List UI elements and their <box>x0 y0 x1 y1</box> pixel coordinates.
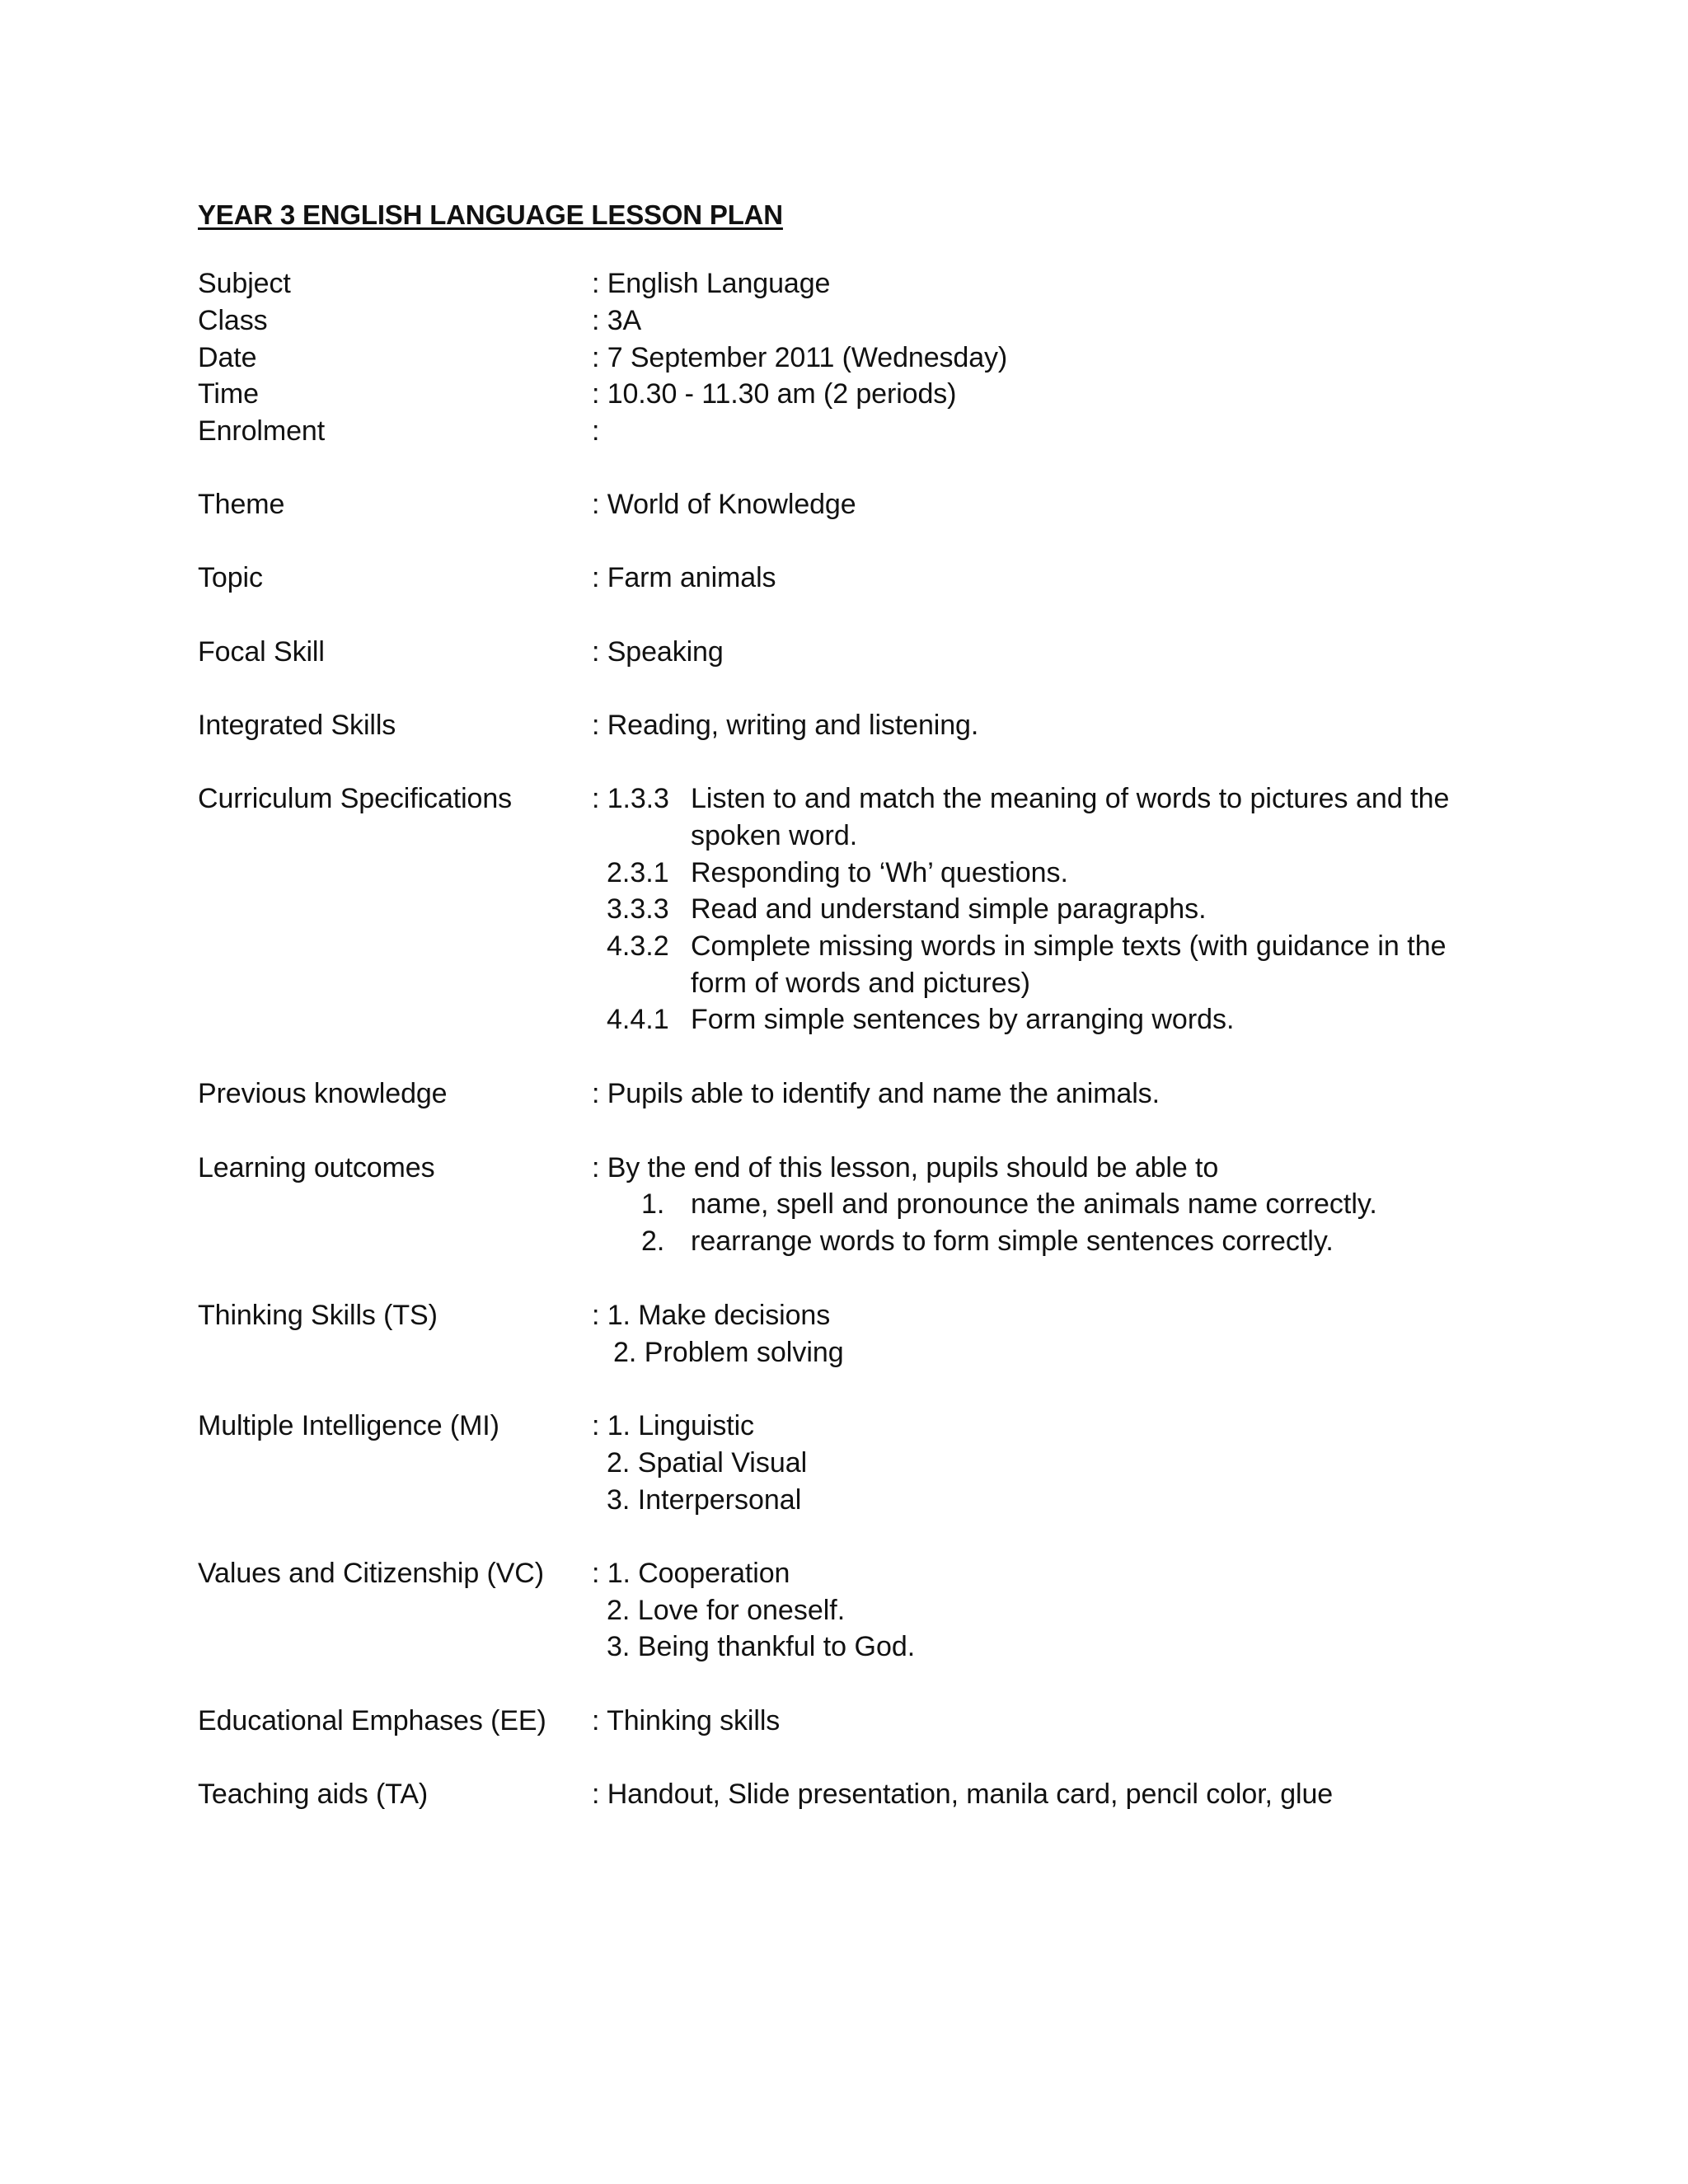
curriculum-first-line1: Listen to and match the meaning of words to pictures and the <box>691 783 1450 814</box>
thinking-skills-item: 2. Problem solving <box>613 1337 844 1368</box>
values-citizenship-item: 3. Being thankful to God. <box>607 1631 916 1662</box>
focal-skill-value: : Speaking <box>592 636 724 668</box>
enrolment-label: Enrolment <box>198 415 326 447</box>
curriculum-item-text: Form simple sentences by arranging words. <box>691 1004 1235 1035</box>
curriculum-first-prefix: : 1.3.3 <box>592 783 669 814</box>
outcome-num: 2. <box>641 1226 665 1257</box>
thinking-skills-label: Thinking Skills (TS) <box>198 1300 438 1331</box>
curriculum-item-num: 3.3.3 <box>607 893 669 925</box>
topic-value: : Farm animals <box>592 562 776 593</box>
curriculum-item-text: Responding to ‘Wh’ questions. <box>691 857 1069 888</box>
integrated-skills-label: Integrated Skills <box>198 710 396 741</box>
class-label: Class <box>198 305 268 336</box>
educational-emphases-value: : Thinking skills <box>592 1705 781 1736</box>
time-label: Time <box>198 378 259 410</box>
integrated-skills-value: : Reading, writing and listening. <box>592 710 979 741</box>
date-label: Date <box>198 342 257 373</box>
previous-knowledge-label: Previous knowledge <box>198 1078 448 1109</box>
theme-label: Theme <box>198 489 285 520</box>
focal-skill-label: Focal Skill <box>198 636 325 668</box>
curriculum-item-num: 4.3.2 <box>607 930 669 962</box>
curriculum-item-text: Complete missing words in simple texts (with guidance in the <box>691 930 1447 962</box>
educational-emphases-label: Educational Emphases (EE) <box>198 1705 546 1736</box>
subject-value: : English Language <box>592 268 831 299</box>
previous-knowledge-value: : Pupils able to identify and name the animals. <box>592 1078 1160 1109</box>
curriculum-label: Curriculum Specifications <box>198 783 513 814</box>
theme-value: : World of Knowledge <box>592 489 856 520</box>
values-citizenship-value: : 1. Cooperation <box>592 1558 790 1589</box>
learning-outcomes-value: : By the end of this lesson, pupils should be able to <box>592 1152 1219 1183</box>
multiple-intelligence-item: 3. Interpersonal <box>607 1484 802 1516</box>
multiple-intelligence-value: : 1. Linguistic <box>592 1410 754 1441</box>
multiple-intelligence-item: 2. Spatial Visual <box>607 1447 808 1479</box>
learning-outcomes-label: Learning outcomes <box>198 1152 435 1183</box>
outcome-num: 1. <box>641 1188 665 1220</box>
curriculum-item-num: 4.4.1 <box>607 1004 669 1035</box>
multiple-intelligence-label: Multiple Intelligence (MI) <box>198 1410 499 1441</box>
thinking-skills-value: : 1. Make decisions <box>592 1300 831 1331</box>
outcome-text: name, spell and pronounce the animals name correctly. <box>691 1188 1377 1220</box>
subject-label: Subject <box>198 268 291 299</box>
page-title: YEAR 3 ENGLISH LANGUAGE LESSON PLAN <box>198 199 783 230</box>
date-value: : 7 September 2011 (Wednesday) <box>592 342 1008 373</box>
topic-label: Topic <box>198 562 263 593</box>
teaching-aids-label: Teaching aids (TA) <box>198 1779 429 1810</box>
enrolment-value: : <box>592 415 600 447</box>
class-value: : 3A <box>592 305 642 336</box>
outcome-text: rearrange words to form simple sentences correctly. <box>691 1226 1334 1257</box>
teaching-aids-value: : Handout, Slide presentation, manila card, pencil color, glue <box>592 1779 1334 1810</box>
time-value: : 10.30 - 11.30 am (2 periods) <box>592 378 957 410</box>
curriculum-item-num: 2.3.1 <box>607 857 669 888</box>
curriculum-first-line2: spoken word. <box>691 820 858 851</box>
values-citizenship-item: 2. Love for oneself. <box>607 1595 846 1626</box>
values-citizenship-label: Values and Citizenship (VC) <box>198 1558 544 1589</box>
curriculum-item-text: Read and understand simple paragraphs. <box>691 893 1207 925</box>
curriculum-item-text-cont: form of words and pictures) <box>691 968 1030 999</box>
